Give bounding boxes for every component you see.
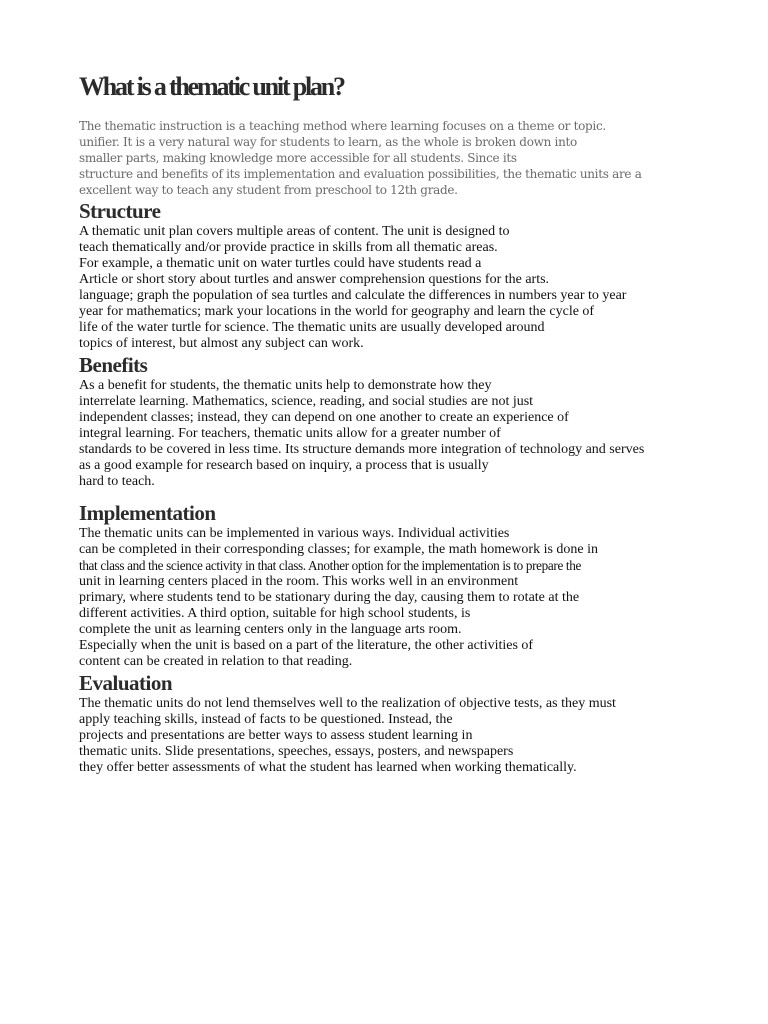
section-body bbox=[79, 224, 739, 352]
body-line: unit in learning centers placed in the room. This works well in an environment bbox=[79, 574, 519, 589]
body-line: integral learning. For teachers, thematic units allow for a greater number of bbox=[79, 426, 501, 441]
section-spacer bbox=[79, 490, 739, 500]
body-line: projects and presentations are better ways to assess student learning in bbox=[79, 728, 473, 743]
intro-paragraph bbox=[79, 118, 739, 198]
body-line: as a good example for research based on inquiry, a process that is usually bbox=[79, 458, 489, 473]
body-line: year for mathematics; mark your locations in the world for geography and learn the cycle of bbox=[79, 304, 595, 319]
section-heading: Evaluation bbox=[79, 671, 173, 695]
document-page bbox=[79, 72, 739, 776]
body-line: interrelate learning. Mathematics, science, reading, and social studies are not just bbox=[79, 394, 534, 409]
section-body bbox=[79, 378, 739, 490]
body-line: independent classes; instead, they can depend on one another to create an experience of bbox=[79, 410, 569, 425]
intro-line: unifier. It is a very natural way for students to learn, as the whole is broken down into bbox=[79, 135, 577, 149]
section-heading: Structure bbox=[79, 199, 161, 223]
section-evaluation bbox=[79, 670, 739, 776]
section-body bbox=[79, 696, 739, 776]
body-line: that class and the science activity in that class. Another option for the implementation is to prepare the bbox=[79, 558, 581, 573]
body-line: The thematic units do not lend themselves well to the realization of objective tests, as they must bbox=[79, 696, 616, 711]
section-heading: Benefits bbox=[79, 353, 148, 377]
body-line: thematic units. Slide presentations, speeches, essays, posters, and newspapers bbox=[79, 744, 514, 759]
body-line: primary, where students tend to be stationary during the day, causing them to rotate at the bbox=[79, 590, 580, 605]
body-line: Especially when the unit is based on a part of the literature, the other activities of bbox=[79, 638, 534, 653]
body-line: hard to teach. bbox=[79, 474, 155, 489]
section-benefits bbox=[79, 352, 739, 490]
section-implementation bbox=[79, 500, 739, 670]
body-line: As a benefit for students, the thematic units help to demonstrate how they bbox=[79, 378, 492, 393]
body-line: language; graph the population of sea turtles and calculate the differences in numbers year to year bbox=[79, 288, 627, 303]
body-line: apply teaching skills, instead of facts to be questioned. Instead, the bbox=[79, 712, 453, 727]
body-line: they offer better assessments of what the student has learned when working thematically. bbox=[79, 760, 577, 775]
section-structure bbox=[79, 198, 739, 352]
page-title: What is a thematic unit plan? bbox=[79, 72, 344, 101]
intro-line: The thematic instruction is a teaching method where learning focuses on a theme or topic. bbox=[79, 119, 606, 133]
body-line: For example, a thematic unit on water turtles could have students read a bbox=[79, 256, 482, 271]
body-line: different activities. A third option, suitable for high school students, is bbox=[79, 606, 471, 621]
body-line: teach thematically and/or provide practice in skills from all thematic areas. bbox=[79, 240, 498, 255]
body-line: can be completed in their corresponding classes; for example, the math homework is done in bbox=[79, 542, 599, 557]
section-body bbox=[79, 526, 739, 670]
body-line: A thematic unit plan covers multiple areas of content. The unit is designed to bbox=[79, 224, 510, 239]
intro-line: smaller parts, making knowledge more accessible for all students. Since its bbox=[79, 151, 517, 165]
body-line: topics of interest, but almost any subject can work. bbox=[79, 336, 364, 351]
intro-line: structure and benefits of its implementation and evaluation possibilities, the thematic units are a bbox=[79, 167, 642, 181]
intro-line: excellent way to teach any student from preschool to 12th grade. bbox=[79, 183, 458, 197]
body-line: content can be created in relation to that reading. bbox=[79, 654, 353, 669]
section-heading: Implementation bbox=[79, 501, 216, 525]
body-line: Article or short story about turtles and answer comprehension questions for the arts. bbox=[79, 272, 550, 287]
body-line: The thematic units can be implemented in various ways. Individual activities bbox=[79, 526, 510, 541]
body-line: life of the water turtle for science. The thematic units are usually developed around bbox=[79, 320, 545, 335]
body-line: complete the unit as learning centers only in the language arts room. bbox=[79, 622, 462, 637]
body-line: standards to be covered in less time. Its structure demands more integration of technology and serves bbox=[79, 442, 645, 457]
